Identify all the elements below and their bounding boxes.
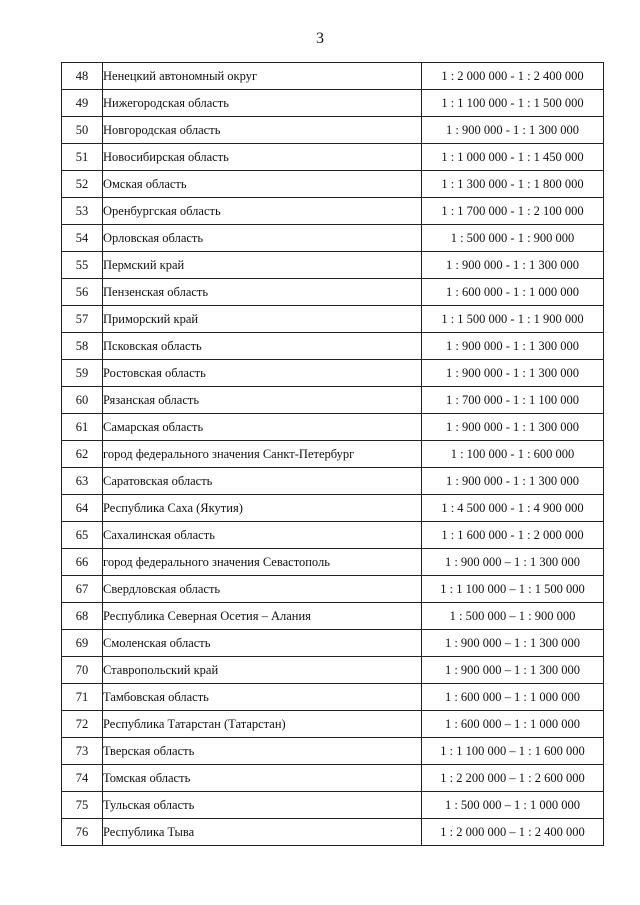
scale-range: 1 : 2 000 000 – 1 : 2 400 000 xyxy=(422,819,604,846)
scale-range: 1 : 2 000 000 - 1 : 2 400 000 xyxy=(422,63,604,90)
region-name: Ставропольский край xyxy=(103,657,422,684)
table-row xyxy=(62,360,604,387)
table-row xyxy=(62,792,604,819)
table-body xyxy=(62,63,604,846)
region-name: Республика Саха (Якутия) xyxy=(103,495,422,522)
table-row xyxy=(62,279,604,306)
region-name: Самарская область xyxy=(103,414,422,441)
region-name: Саратовская область xyxy=(103,468,422,495)
table-row xyxy=(62,657,604,684)
scale-range: 1 : 500 000 - 1 : 900 000 xyxy=(422,225,604,252)
region-name: город федерального значения Севастополь xyxy=(103,549,422,576)
region-name: Омская область xyxy=(103,171,422,198)
table-row xyxy=(62,171,604,198)
scale-range: 1 : 900 000 – 1 : 1 300 000 xyxy=(422,657,604,684)
scale-range: 1 : 900 000 - 1 : 1 300 000 xyxy=(422,360,604,387)
region-name: Орловская область xyxy=(103,225,422,252)
row-number: 56 xyxy=(62,279,103,306)
scale-range: 1 : 1 100 000 – 1 : 1 600 000 xyxy=(422,738,604,765)
region-name: Республика Тыва xyxy=(103,819,422,846)
row-number: 54 xyxy=(62,225,103,252)
row-number: 73 xyxy=(62,738,103,765)
row-number: 53 xyxy=(62,198,103,225)
table-row xyxy=(62,198,604,225)
row-number: 72 xyxy=(62,711,103,738)
table-row xyxy=(62,414,604,441)
region-name: город федерального значения Санкт-Петербург xyxy=(103,441,422,468)
scale-range: 1 : 100 000 - 1 : 600 000 xyxy=(422,441,604,468)
row-number: 60 xyxy=(62,387,103,414)
region-name: Республика Татарстан (Татарстан) xyxy=(103,711,422,738)
scale-range: 1 : 500 000 – 1 : 900 000 xyxy=(422,603,604,630)
region-name: Новгородская область xyxy=(103,117,422,144)
row-number: 50 xyxy=(62,117,103,144)
table-row xyxy=(62,468,604,495)
region-name: Свердловская область xyxy=(103,576,422,603)
table-row xyxy=(62,90,604,117)
region-name: Ненецкий автономный округ xyxy=(103,63,422,90)
region-name: Пензенская область xyxy=(103,279,422,306)
scale-range: 1 : 1 700 000 - 1 : 2 100 000 xyxy=(422,198,604,225)
row-number: 48 xyxy=(62,63,103,90)
row-number: 57 xyxy=(62,306,103,333)
row-number: 67 xyxy=(62,576,103,603)
scale-range: 1 : 600 000 – 1 : 1 000 000 xyxy=(422,711,604,738)
row-number: 62 xyxy=(62,441,103,468)
table-row xyxy=(62,63,604,90)
scale-range: 1 : 1 100 000 - 1 : 1 500 000 xyxy=(422,90,604,117)
region-name: Рязанская область xyxy=(103,387,422,414)
table-row xyxy=(62,711,604,738)
scale-range: 1 : 1 500 000 - 1 : 1 900 000 xyxy=(422,306,604,333)
region-name: Тверская область xyxy=(103,738,422,765)
table-row xyxy=(62,549,604,576)
table-row xyxy=(62,252,604,279)
row-number: 58 xyxy=(62,333,103,360)
row-number: 52 xyxy=(62,171,103,198)
row-number: 68 xyxy=(62,603,103,630)
row-number: 49 xyxy=(62,90,103,117)
table-row xyxy=(62,576,604,603)
table-row xyxy=(62,630,604,657)
scale-range: 1 : 600 000 - 1 : 1 000 000 xyxy=(422,279,604,306)
scale-range: 1 : 500 000 – 1 : 1 000 000 xyxy=(422,792,604,819)
table-row xyxy=(62,522,604,549)
table-row xyxy=(62,387,604,414)
row-number: 63 xyxy=(62,468,103,495)
row-number: 74 xyxy=(62,765,103,792)
region-name: Тамбовская область xyxy=(103,684,422,711)
table-row xyxy=(62,495,604,522)
table-row xyxy=(62,738,604,765)
scale-range: 1 : 900 000 – 1 : 1 300 000 xyxy=(422,630,604,657)
scale-range: 1 : 900 000 - 1 : 1 300 000 xyxy=(422,333,604,360)
row-number: 51 xyxy=(62,144,103,171)
region-name: Новосибирская область xyxy=(103,144,422,171)
scale-range: 1 : 900 000 - 1 : 1 300 000 xyxy=(422,468,604,495)
row-number: 55 xyxy=(62,252,103,279)
scale-range: 1 : 600 000 – 1 : 1 000 000 xyxy=(422,684,604,711)
scale-range: 1 : 1 300 000 - 1 : 1 800 000 xyxy=(422,171,604,198)
region-name: Приморский край xyxy=(103,306,422,333)
region-name: Псковская область xyxy=(103,333,422,360)
table-row xyxy=(62,441,604,468)
table-row xyxy=(62,117,604,144)
table-row xyxy=(62,144,604,171)
table-row xyxy=(62,684,604,711)
region-name: Пермский край xyxy=(103,252,422,279)
row-number: 70 xyxy=(62,657,103,684)
table-row xyxy=(62,603,604,630)
scale-range: 1 : 2 200 000 – 1 : 2 600 000 xyxy=(422,765,604,792)
row-number: 75 xyxy=(62,792,103,819)
scale-range: 1 : 900 000 – 1 : 1 300 000 xyxy=(422,549,604,576)
scale-range: 1 : 900 000 - 1 : 1 300 000 xyxy=(422,414,604,441)
row-number: 64 xyxy=(62,495,103,522)
scale-range: 1 : 4 500 000 - 1 : 4 900 000 xyxy=(422,495,604,522)
row-number: 66 xyxy=(62,549,103,576)
scale-table xyxy=(61,62,604,846)
table-row xyxy=(62,333,604,360)
region-name: Сахалинская область xyxy=(103,522,422,549)
scale-range: 1 : 1 600 000 - 1 : 2 000 000 xyxy=(422,522,604,549)
row-number: 76 xyxy=(62,819,103,846)
table-row xyxy=(62,819,604,846)
scale-range: 1 : 1 000 000 - 1 : 1 450 000 xyxy=(422,144,604,171)
table-row xyxy=(62,225,604,252)
scale-range: 1 : 900 000 - 1 : 1 300 000 xyxy=(422,252,604,279)
row-number: 61 xyxy=(62,414,103,441)
row-number: 59 xyxy=(62,360,103,387)
region-name: Томская область xyxy=(103,765,422,792)
scale-range: 1 : 900 000 - 1 : 1 300 000 xyxy=(422,117,604,144)
row-number: 65 xyxy=(62,522,103,549)
table-row xyxy=(62,306,604,333)
region-name: Тульская область xyxy=(103,792,422,819)
scale-range: 1 : 1 100 000 – 1 : 1 500 000 xyxy=(422,576,604,603)
table-row xyxy=(62,765,604,792)
region-name: Ростовская область xyxy=(103,360,422,387)
page-number: 3 xyxy=(316,30,324,47)
row-number: 71 xyxy=(62,684,103,711)
scale-range: 1 : 700 000 - 1 : 1 100 000 xyxy=(422,387,604,414)
region-name: Нижегородская область xyxy=(103,90,422,117)
row-number: 69 xyxy=(62,630,103,657)
region-name: Смоленская область xyxy=(103,630,422,657)
region-name: Республика Северная Осетия – Алания xyxy=(103,603,422,630)
region-name: Оренбургская область xyxy=(103,198,422,225)
